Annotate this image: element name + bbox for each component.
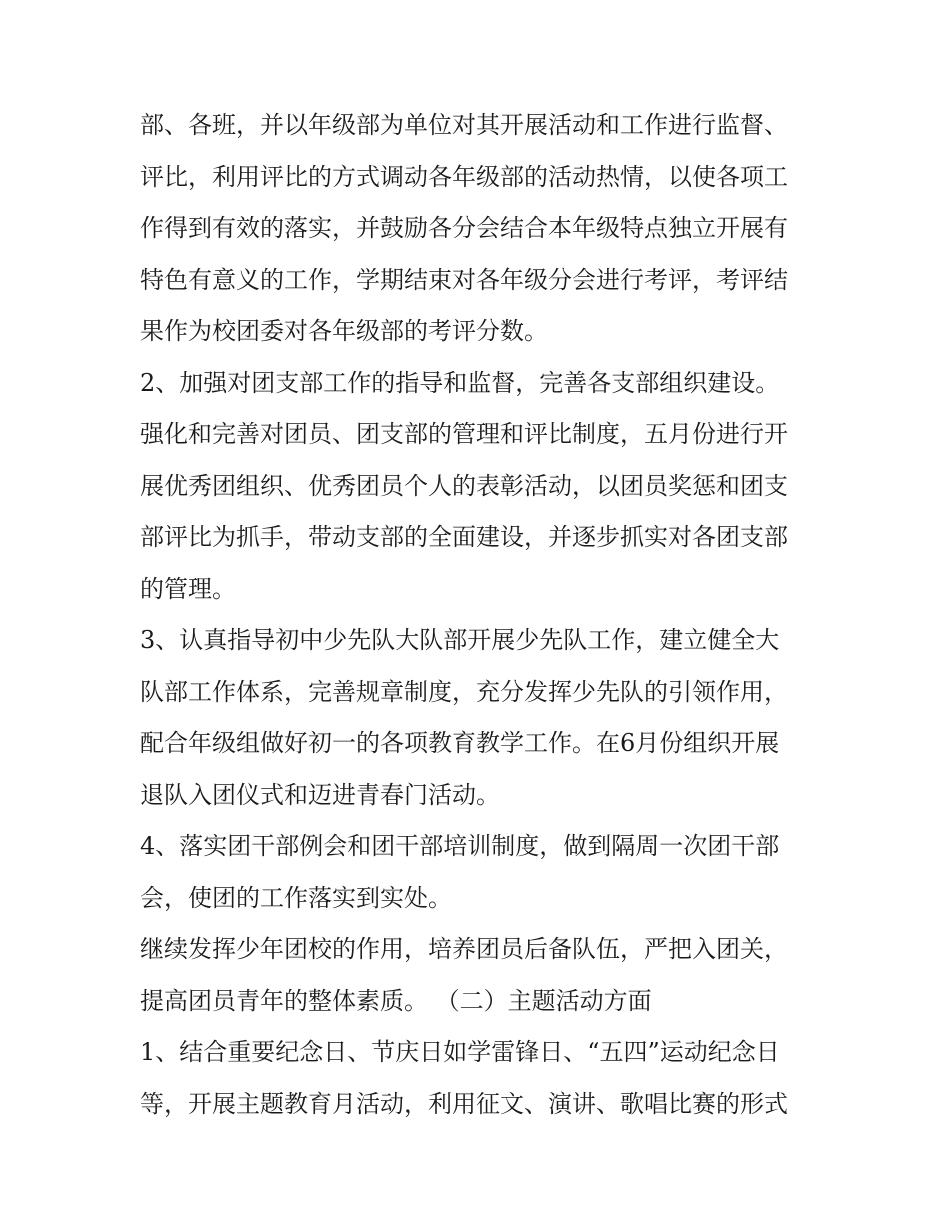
text-line: 部评比为抓手，带动支部的全面建设，并逐步抓实对各团支部 (140, 523, 788, 551)
text-line: 展优秀团组织、优秀团员个人的表彰活动，以团员奖惩和团支 (140, 471, 788, 500)
text-line: 特色有意义的工作，学期结束对各年级分会进行考评，考评结 (140, 265, 788, 294)
text-line: 提高团员青年的整体素质。 （二）主题活动方面 (140, 986, 652, 1015)
text-line: 果作为校团委对各年级部的考评分数。 (140, 317, 548, 345)
text-line: 会，使团的工作落实到实处。 (140, 883, 452, 912)
text-line: 部、各班，并以年级部为单位对其开展活动和工作进行监督、 (140, 111, 788, 139)
text-line: 配合年级组做好初一的各项教育教学工作。在6月份组织开展 (140, 729, 780, 757)
text-line: 强化和完善对团员、团支部的管理和评比制度，五月份进行开 (140, 420, 788, 448)
text-line: 4、落实团干部例会和团干部培训制度，做到隔周一次团干部 (140, 832, 780, 860)
text-line: 的管理。 (140, 574, 236, 603)
text-line: 继续发挥少年团校的作用，培养团员后备队伍，严把入团关， (140, 935, 788, 963)
text-line: 1、结合重要纪念日、节庆日如学雷锋日、“五四”运动纪念日 (140, 1038, 780, 1066)
text-line: 评比，利用评比的方式调动各年级部的活动热情，以使各项工 (140, 162, 788, 191)
text-line: 2、加强对团支部工作的指导和监督，完善各支部组织建设。 (140, 368, 780, 397)
text-line: 等，开展主题教育月活动，利用征文、演讲、歌唱比赛的形式 (140, 1089, 788, 1118)
body-text (140, 100, 820, 1130)
text-line: 3、认真指导初中少先队大队部开展少先队工作，建立健全大 (140, 626, 780, 654)
text-line: 退队入团仪式和迈进青春门活动。 (140, 780, 500, 809)
text-line: 作得到有效的落实，并鼓励各分会结合本年级特点独立开展有 (140, 214, 788, 242)
text-line: 队部工作体系，完善规章制度，充分发挥少先队的引领作用， (140, 677, 788, 706)
